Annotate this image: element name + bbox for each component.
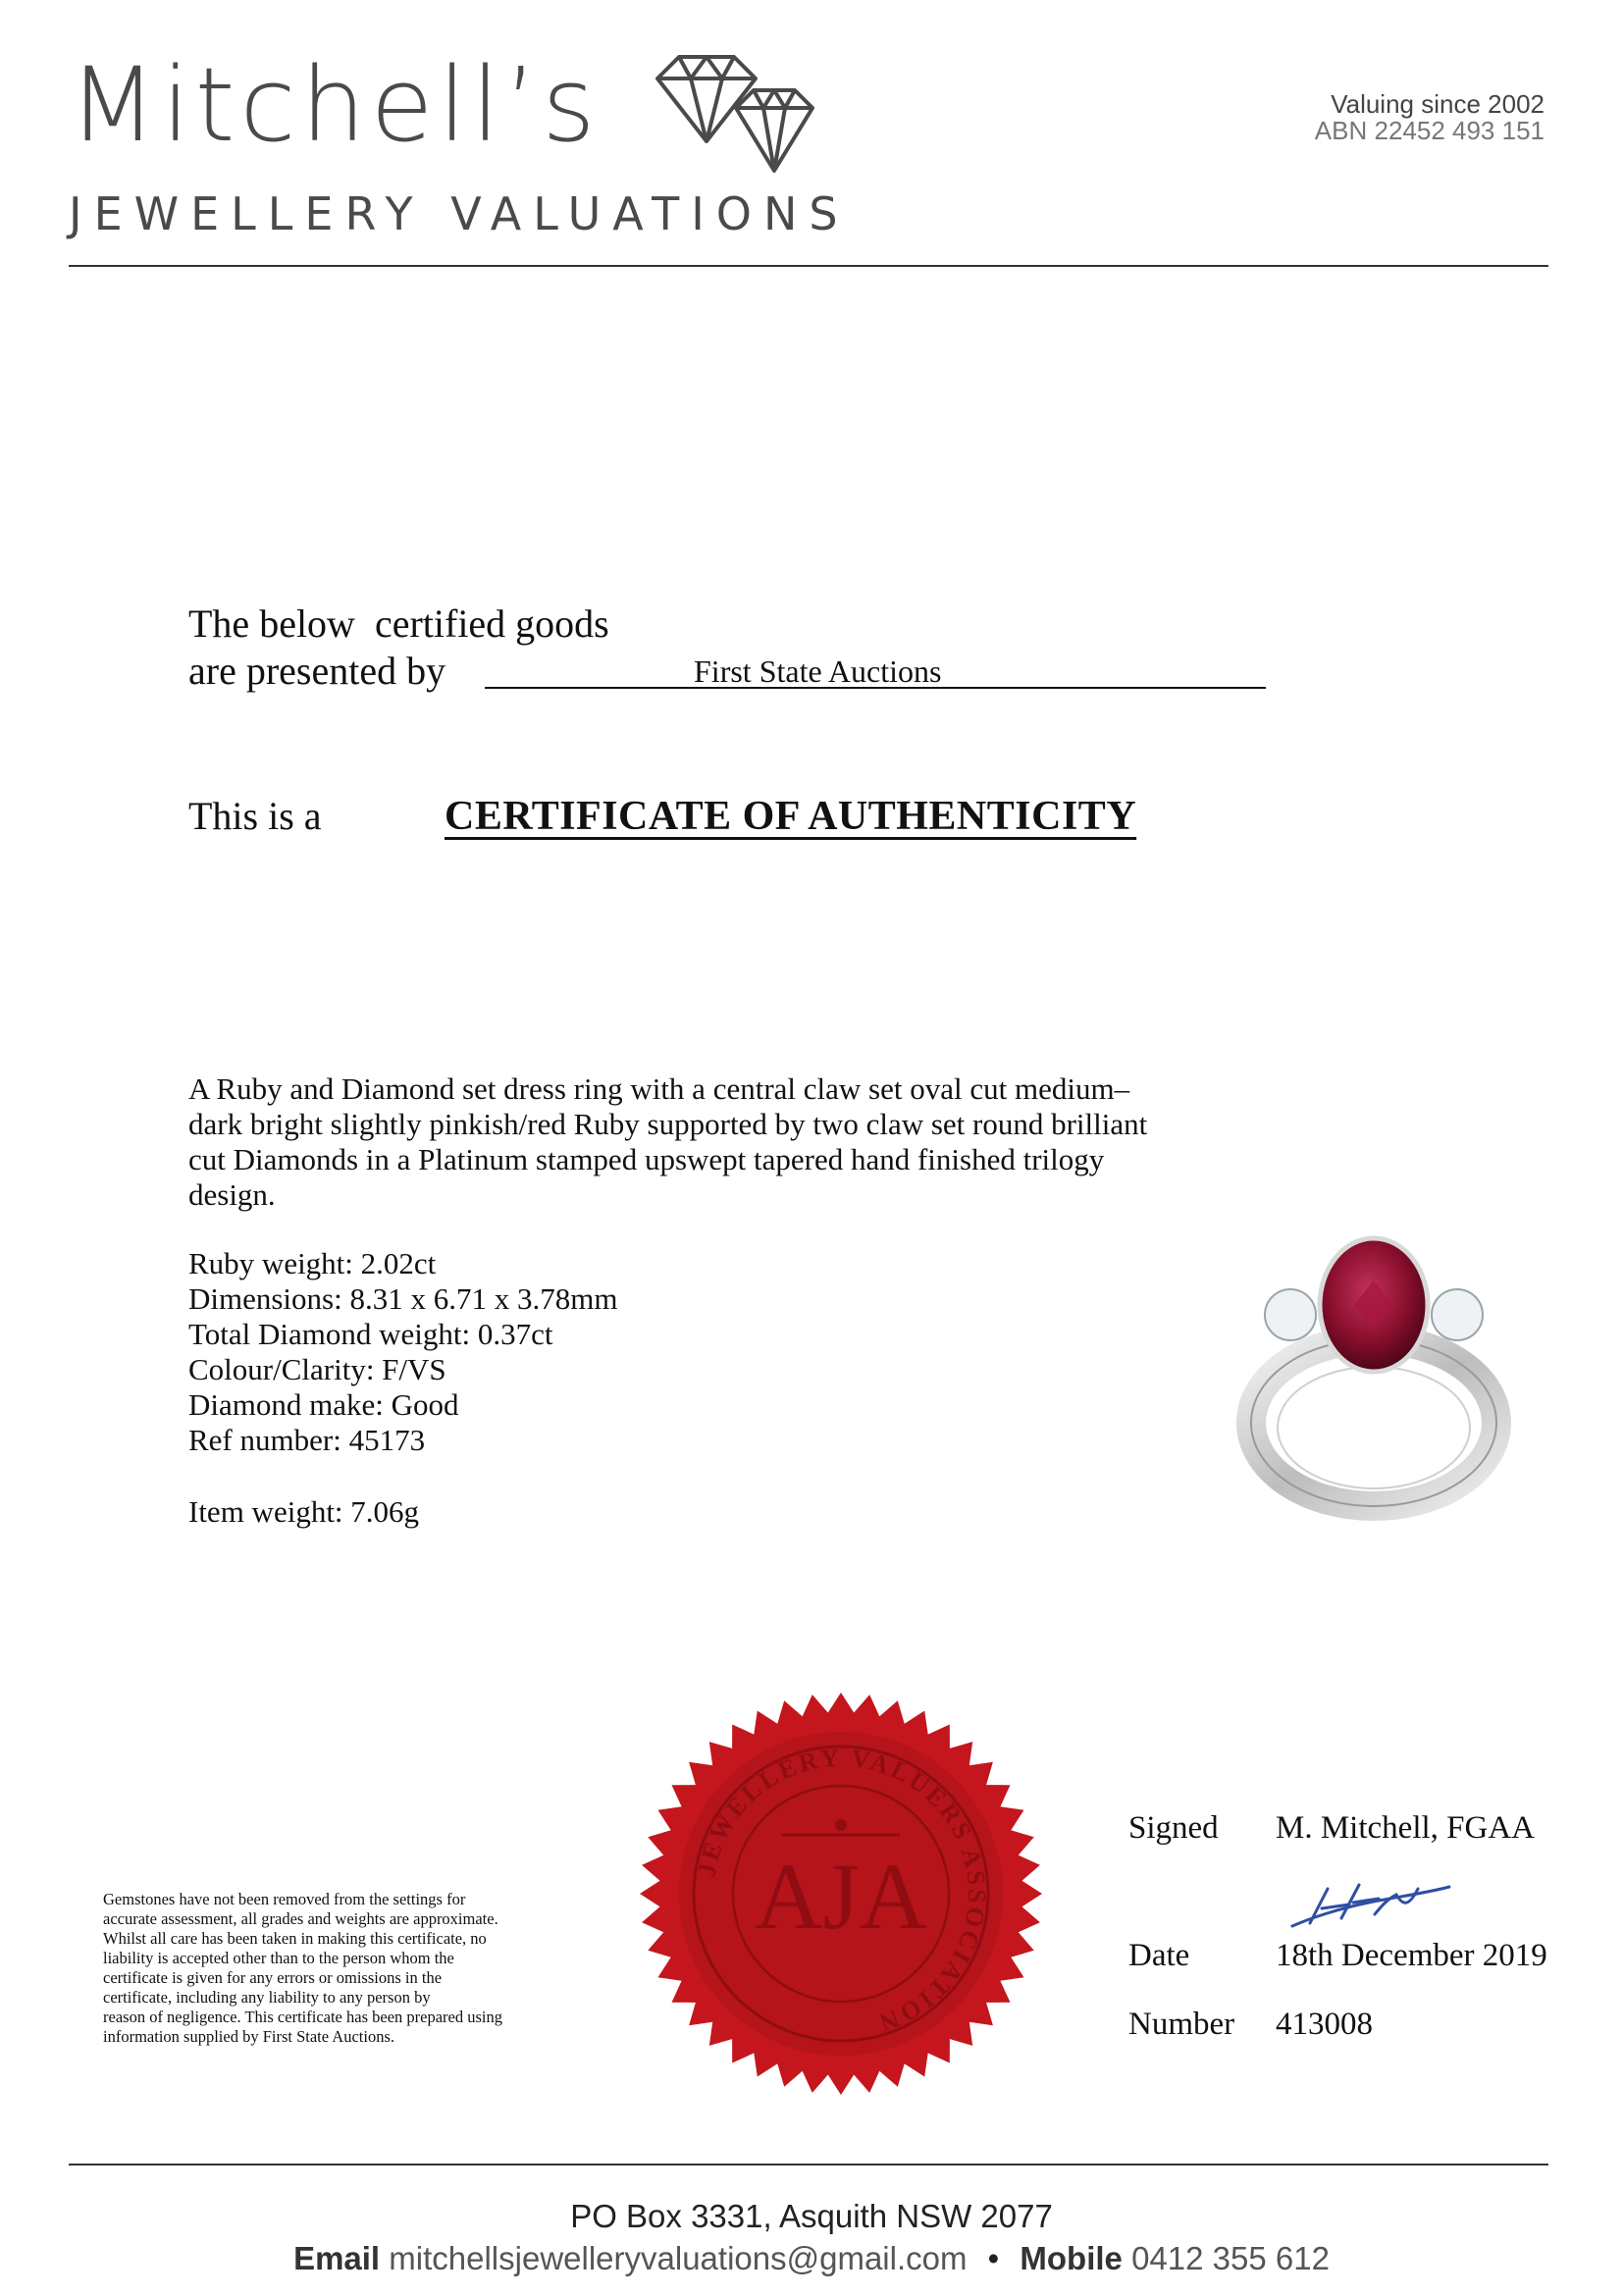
separator-bullet: • [987,2240,1000,2276]
signed-value: M. Mitchell, FGAA [1276,1810,1535,1846]
disclaimer-line: reason of negligence. This certificate has been prepared using [103,2008,502,2026]
disclaimer-line: certificate is given for any errors or omissions in the [103,1968,443,1987]
ring-photo [1212,1231,1536,1526]
certificate-prefix: This is a [188,794,322,838]
date-value: 18th December 2019 [1276,1938,1547,1973]
spec-total-diamond-weight: Total Diamond weight: 0.37ct [188,1317,553,1351]
spec-ruby-weight: Ruby weight: 2.02ct [188,1246,437,1280]
brand-tagline: JEWELLERY VALUATIONS [69,187,850,240]
email-link[interactable]: mitchellsjewelleryvaluations@gmail.com [389,2240,968,2276]
abn-number: ABN 22452 493 151 [1314,116,1544,146]
spec-diamond-make: Diamond make: Good [188,1387,459,1422]
seal-monogram: AJA [754,1844,928,1949]
mobile-label: Mobile [1020,2240,1123,2276]
handwritten-signature [1281,1869,1457,1938]
brand-name: Mitchell’s [69,45,601,165]
disclaimer-line: certificate, including any liability to any person by [103,1988,431,2007]
footer-address: PO Box 3331, Asquith NSW 2077 [570,2198,1053,2234]
valuing-since: Valuing since 2002 [1331,89,1544,119]
specifications [188,1246,617,1458]
header-divider [69,265,1548,267]
spec-dimensions: Dimensions: 8.31 x 6.71 x 3.78mm [188,1281,618,1316]
disclaimer-line: accurate assessment, all grades and weights are approximate. [103,1909,498,1928]
seal-text: JEWELLERY VALUERS ASSOCIATION [692,1743,992,2039]
disclaimer [103,1890,594,2047]
spec-ref-number: Ref number: 45173 [188,1423,426,1457]
presented-line-2: are presented by [188,649,446,693]
wax-seal [635,1688,1047,2100]
spec-colour-clarity: Colour/Clarity: F/VS [188,1352,446,1386]
number-value: 413008 [1276,2007,1373,2042]
disclaimer-line: Whilst all care has been taken in making this certificate, no [103,1929,487,1948]
disclaimer-line: liability is accepted other than to the person whom the [103,1949,454,1967]
disclaimer-line: information supplied by First State Auctions. [103,2027,394,2046]
signed-label: Signed [1128,1810,1219,1846]
header-meta [1315,91,1544,145]
presented-line-1: The below certified goods [188,601,609,646]
certificate-title: CERTIFICATE OF AUTHENTICITY [445,794,1137,839]
date-label: Date [1128,1938,1190,1973]
diamond-logo-icon [648,51,824,179]
footer-contact [0,2240,1623,2277]
presented-by [188,600,609,695]
item-description: A Ruby and Diamond set dress ring with a central claw set oval cut medium–dark bright slightly pinkish/red Ruby supported by two claw set round brilliant cut Diamonds in a Platinum stamped upswept tapered hand finished trilogy design. [188,1071,1148,1212]
disclaimer-line: Gemstones have not been removed from the settings for [103,1890,466,1908]
presenter-name: First State Auctions [694,653,942,689]
mobile-number[interactable]: 0412 355 612 [1131,2240,1330,2276]
spec-item-weight: Item weight: 7.06g [188,1494,420,1529]
footer-divider [69,2164,1548,2166]
number-label: Number [1128,2007,1235,2042]
email-label: Email [293,2240,381,2276]
